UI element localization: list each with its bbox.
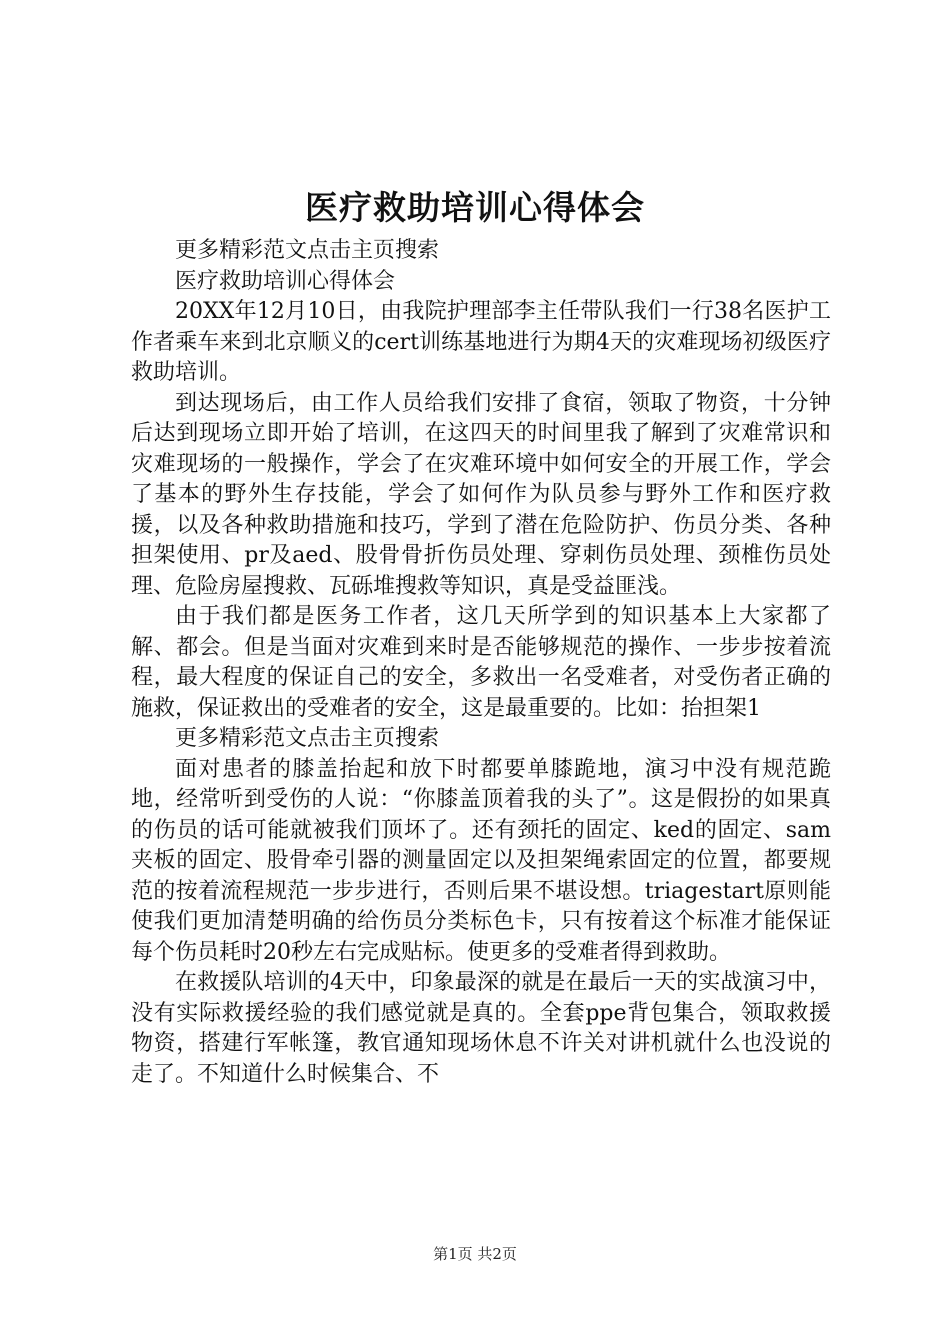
- paragraph: 20XX年12月10日，由我院护理部李主任带队我们一行38名医护工作者乘车来到北京顺义的cert训练基地进行为期4天的灾难现场初级医疗救助培训。: [131, 299, 831, 385]
- document-body: [131, 236, 831, 1090]
- promo-line: 更多精彩范文点击主页搜索: [175, 238, 440, 263]
- paragraph: 面对患者的膝盖抬起和放下时都要单膝跪地，演习中没有规范跪地，经常听到受伤的人说：“你膝盖顶着我的头了”。这是假扮的如果真的伤员的话可能就被我们顶坏了。还有颈托的固定、ked的固定、sam夹板的固定、股骨牵引器的测量固定以及担架绳索固定的位置，都要规范的按着流程规范一步步进行，否则后果不堪设想。triagestart原则能使我们更加清楚明确的给伤员分类标色卡，只有按着这个标准才能保证每个伤员耗时20秒左右完成贴标。使更多的受难者得到救助。: [131, 756, 831, 965]
- paragraph: 由于我们都是医务工作者，这几天所学到的知识基本上大家都了解、都会。但是当面对灾难到来时是否能够规范的操作、一步步按着流程，最大程度的保证自己的安全，多救出一名受难者，对受伤者正确的施救，保证救出的受难者的安全，这是最重要的。比如：抬担架1: [131, 604, 831, 721]
- paragraph: 到达现场后，由工作人员给我们安排了食宿，领取了物资，十分钟后达到现场立即开始了培训，在这四天的时间里我了解到了灾难常识和灾难现场的一般操作，学会了在灾难环境中如何安全的开展工作，学会了基本的野外生存技能，学会了如何作为队员参与野外工作和医疗救援，以及各种救助措施和技巧，学到了潜在危险防护、伤员分类、各种担架使用、pr及aed、股骨骨折伤员处理、穿刺伤员处理、颈椎伤员处理、危险房屋搜救、瓦砾堆搜救等知识，真是受益匪浅。: [131, 390, 831, 599]
- promo-line: 更多精彩范文点击主页搜索: [175, 726, 440, 751]
- page-footer: [0, 1244, 950, 1264]
- subtitle-line: 医疗救助培训心得体会: [175, 268, 396, 294]
- page-title: 医疗救助培训心得体会: [305, 188, 645, 227]
- page-indicator: 第1页 共2页: [433, 1245, 517, 1263]
- paragraph: 在救援队培训的4天中，印象最深的就是在最后一天的实战演习中，没有实际救援经验的我们感觉就是真的。全套ppe背包集合，领取救援物资，搭建行军帐篷，教官通知现场休息不许关对讲机就什么也没说的走了。不知道什么时候集合、不: [131, 970, 831, 1087]
